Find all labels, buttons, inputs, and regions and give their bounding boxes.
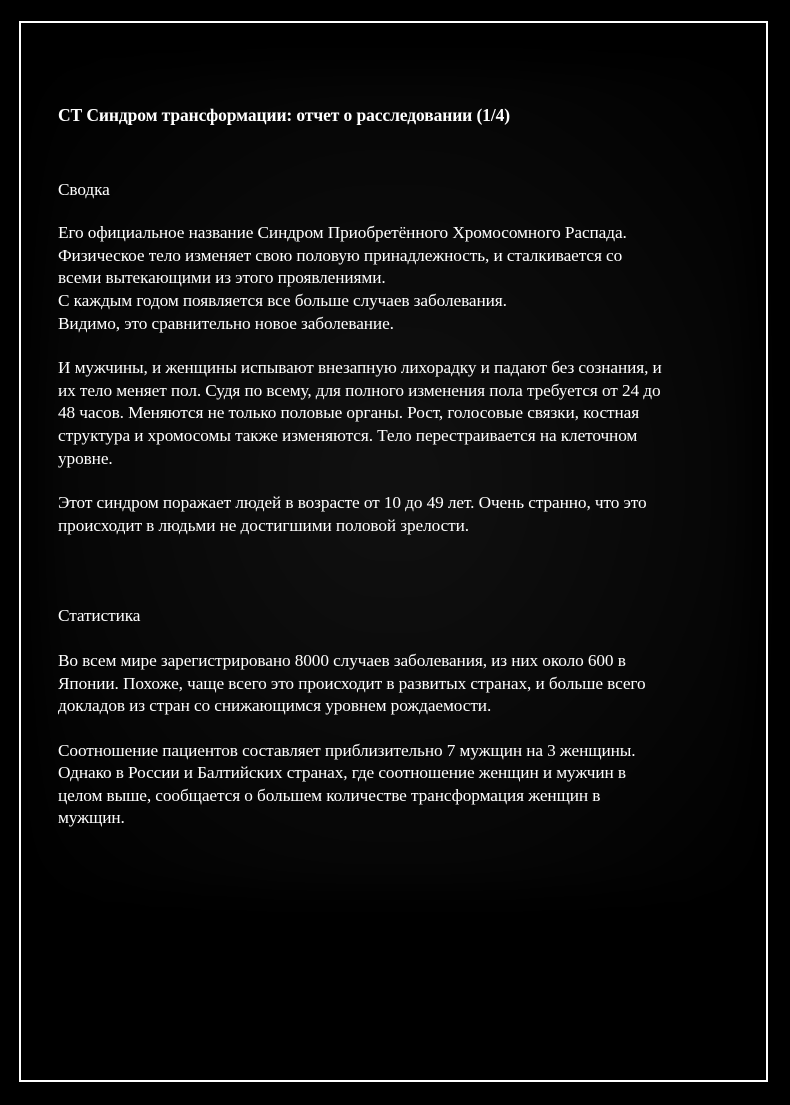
text-line: Видимо, это сравнительно новое заболевание. [58,313,394,333]
text-line: всеми вытекающими из этого проявлениями. [58,268,386,288]
text-line: уровне. [58,448,113,468]
document-title: СТ Синдром трансформации: отчет о расследовании (1/4) [58,105,510,125]
text-line: структура и хромосомы также изменяются. Тело перестраивается на клеточном [58,425,638,445]
summary-paragraph-3 [58,492,758,537]
text-line: происходит в людьми не достигшими половой зрелости. [58,515,469,535]
statistics-heading: Статистика [58,606,141,626]
text-line: Физическое тело изменяет свою половую принадлежность, и сталкивается со [58,245,623,265]
text-line: И мужчины, и женщины испывают внезапную лихорадку и падают без сознания, и [58,358,662,378]
text-line: Его официальное название Синдром Приобретённого Хромосомного Распада. [58,223,627,243]
text-line: 48 часов. Меняются не только половые органы. Рост, голосовые связки, костная [58,403,640,423]
statistics-paragraph-1 [58,650,758,718]
text-line: целом выше, сообщается о большем количестве трансформация женщин в [58,785,601,805]
text-line: их тело меняет пол. Судя по всему, для полного изменения пола требуется от 24 до [58,380,661,400]
text-line: Однако в России и Балтийских странах, где соотношение женщин и мужчин в [58,763,626,783]
text-line: Во всем мире зарегистрировано 8000 случаев заболевания, из них около 600 в [58,650,626,670]
text-line: Этот синдром поражает людей в возрасте от 10 до 49 лет. Очень странно, что это [58,493,647,513]
statistics-paragraph-2 [58,740,758,830]
text-line: мужщин. [58,808,125,828]
text-line: докладов из стран со снижающимся уровнем рождаемости. [58,696,492,716]
text-line: С каждым годом появляется все больше случаев заболевания. [58,290,507,310]
text-line: Японии. Похоже, чаще всего это происходит в развитых странах, и больше всего [58,673,646,693]
summary-paragraph-2 [58,357,758,470]
document-body [58,104,758,830]
text-line: Соотношение пациентов составляет приблизительно 7 мужщин на 3 женщины. [58,740,636,760]
summary-paragraph-1 [58,222,758,335]
summary-heading: Сводка [58,179,110,199]
